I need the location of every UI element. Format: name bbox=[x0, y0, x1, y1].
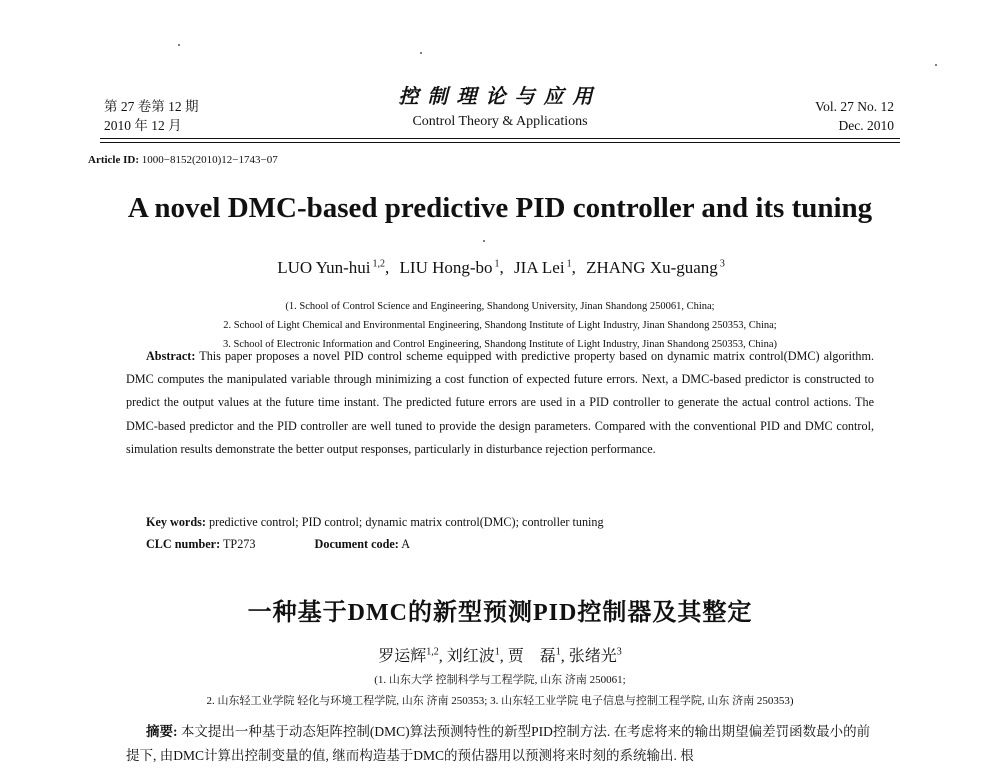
scan-speck bbox=[483, 240, 485, 242]
abstract-cn-text: 本文提出一种基于动态矩阵控制(DMC)算法预测特性的新型PID控制方法. 在考虑将来的输出期望偏差罚函数最小的前提下, 由DMC计算出控制变量的值, 继而构造基于DMC的预估器用以预测将来时刻的系统输出. 根 bbox=[126, 724, 871, 763]
affiliation-1: (1. School of Control Science and Engineering, Shandong University, Jinan Shandong 250061, China; bbox=[285, 301, 715, 312]
journal-name-cn: 控制理论与应用 bbox=[398, 86, 602, 108]
author-cn: 张绪光$^3$ bbox=[568, 646, 622, 665]
scan-speck bbox=[935, 64, 937, 66]
article-id-label: Article ID: bbox=[88, 154, 140, 166]
header-volume-cn: 第 27 卷第 12 期 bbox=[104, 99, 199, 114]
author: LIU Hong-bo $^1$, bbox=[399, 258, 504, 277]
header-rule-thin bbox=[100, 142, 900, 143]
author-list-cn bbox=[0, 643, 1000, 666]
document-code-value: A bbox=[401, 537, 411, 551]
document-code-label: Document code: bbox=[314, 537, 399, 551]
clc-label: CLC number: bbox=[146, 537, 221, 551]
author-cn: 贾 磊$^1$, bbox=[507, 646, 565, 665]
header-issue-en bbox=[815, 97, 894, 135]
keywords bbox=[146, 511, 604, 533]
scan-speck bbox=[420, 52, 422, 54]
journal-name bbox=[300, 84, 700, 133]
author: LUO Yun-hui $^{1,2}$, bbox=[277, 258, 390, 277]
abstract-cn bbox=[126, 720, 874, 768]
paper-title-cn: 一种基于DMC的新型预测PID控制器及其整定 bbox=[247, 600, 753, 626]
journal-name-en: Control Theory & Applications bbox=[412, 114, 588, 129]
abstract-cn-label: 摘要: bbox=[146, 724, 178, 739]
abstract-label: Abstract: bbox=[146, 349, 196, 363]
affiliation-cn-1: (1. 山东大学 控制科学与工程学院, 山东 济南 250061; bbox=[374, 674, 626, 686]
header-rule-thick bbox=[100, 138, 900, 139]
header-date-en: Dec. 2010 bbox=[838, 118, 894, 133]
author-list bbox=[0, 258, 1000, 278]
clc-value: TP273 bbox=[222, 537, 256, 551]
header-volume-en: Vol. 27 No. 12 bbox=[815, 99, 894, 114]
author: JIA Lei $^1$, bbox=[514, 258, 576, 277]
keywords-label: Key words: bbox=[146, 515, 206, 529]
author: ZHANG Xu-guang $^3$ bbox=[586, 258, 725, 277]
article-id bbox=[88, 154, 278, 166]
affiliation-2: 2. School of Light Chemical and Environmental Engineering, Shandong Institute of Light Industry, Jinan Shandong 250353, China; bbox=[223, 320, 777, 331]
article-id-value: 1000−8152(2010)12−1743−07 bbox=[141, 154, 278, 166]
header-date-cn: 2010 年 12 月 bbox=[104, 118, 182, 133]
paper-title: A novel DMC-based predictive PID controller and its tuning bbox=[127, 192, 873, 224]
abstract-text: This paper proposes a novel PID control scheme equipped with predictive property based on dynamic matrix control(DMC) algorithm. DMC computes the manipulated variable through minimizing a cost function of expected future errors. Next, a DMC-based predictor is constructed to predict the output values at the future time instant. The predicted future errors are used in a PID controller to generate the actual control actions. The DMC-based predictor and the PID controller are well tuned to provide the design parameters. Compared with the conventional PID and DMC control, simulation results demonstrate the better output responses, particularly in disturbance rejection performance. bbox=[126, 349, 875, 456]
author-cn: 罗运辉$^{1,2}$, bbox=[378, 646, 443, 665]
author-cn: 刘红波$^1$, bbox=[446, 646, 504, 665]
classification bbox=[146, 533, 410, 555]
abstract bbox=[126, 345, 874, 461]
affiliation-cn-2: 2. 山东轻工业学院 轻化与环境工程学院, 山东 济南 250353; 3. 山东轻工业学院 电子信息与控制工程学院, 山东 济南 250353) bbox=[206, 695, 794, 707]
keywords-text: predictive control; PID control; dynamic matrix control(DMC); controller tuning bbox=[208, 515, 604, 529]
scan-speck bbox=[178, 44, 180, 46]
affiliation-3: 3. School of Electronic Information and Control Engineering, Shandong Institute of Light Industry, Jinan Shandong 250353, China) bbox=[223, 339, 777, 350]
header-issue-cn bbox=[104, 97, 199, 135]
